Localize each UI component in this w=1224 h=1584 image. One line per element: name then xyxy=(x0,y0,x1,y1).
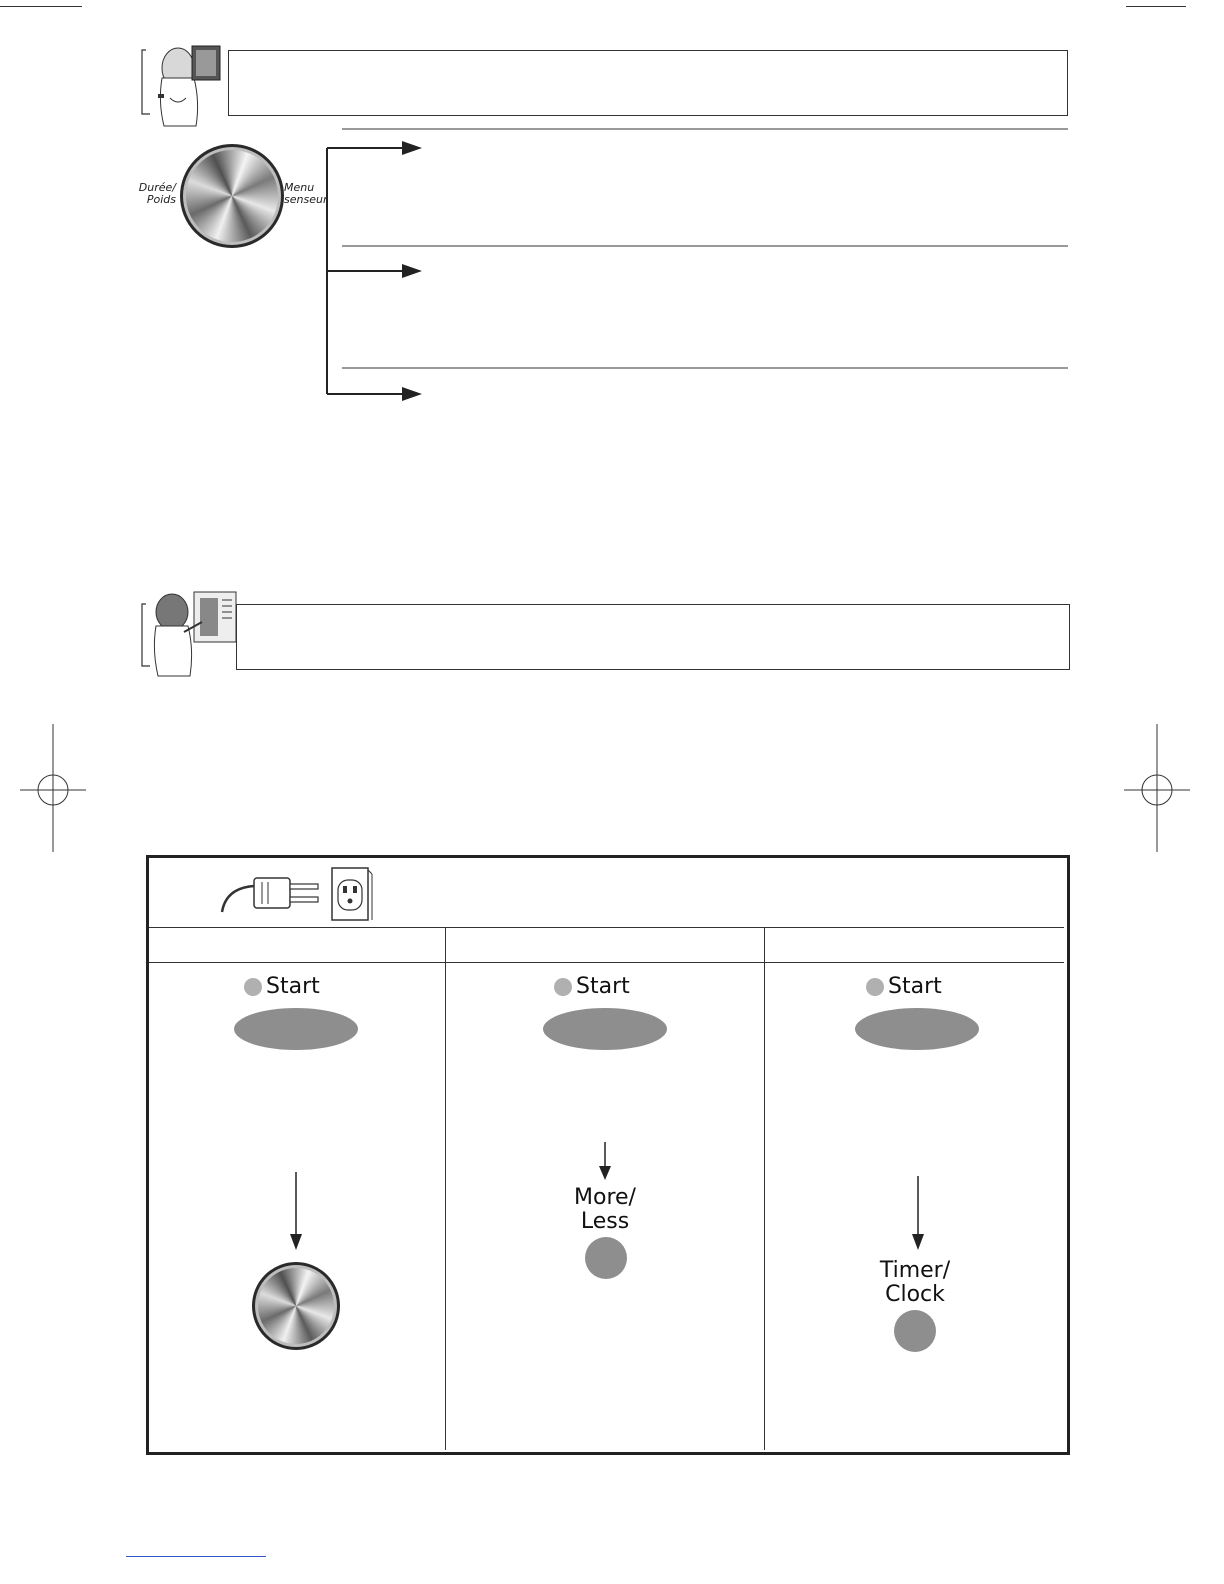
table-column-divider-1 xyxy=(445,928,446,1450)
start-button-col3[interactable] xyxy=(855,1008,979,1050)
dial-label-left: Durée/ Poids xyxy=(138,181,176,206)
woman-reading-manual-icon xyxy=(140,42,232,130)
start-indicator-dot xyxy=(554,978,572,996)
branch-arrows xyxy=(320,128,1080,410)
more-less-button[interactable] xyxy=(585,1237,627,1279)
table-header-rule xyxy=(149,927,1064,928)
timer-clock-label: Timer/ Clock xyxy=(879,1258,951,1307)
start-indicator-dot xyxy=(866,978,884,996)
table-subheader-rule xyxy=(149,962,1064,963)
middle-section-header xyxy=(236,604,1070,670)
arrow-down-icon xyxy=(288,1172,304,1252)
more-less-label: More/ Less xyxy=(574,1185,636,1234)
woman-at-control-panel-icon xyxy=(140,588,240,678)
power-plug-icon xyxy=(218,872,322,918)
arrow-down-icon xyxy=(910,1176,926,1252)
dial-label-right: Menu senseur xyxy=(284,181,328,206)
crop-mark-top-right xyxy=(1126,6,1186,7)
start-indicator-col2 xyxy=(554,974,630,999)
start-button-col1[interactable] xyxy=(234,1008,358,1050)
start-label: Start xyxy=(576,974,630,999)
start-indicator-col3 xyxy=(866,974,942,999)
crop-mark-bottom xyxy=(126,1556,266,1557)
sensor-dial-knob[interactable] xyxy=(180,144,284,248)
start-label: Start xyxy=(888,974,942,999)
crop-mark-top-left xyxy=(0,6,82,7)
table-column-divider-2 xyxy=(764,928,765,1450)
dial-knob-col1[interactable] xyxy=(252,1262,340,1350)
arrow-down-icon xyxy=(597,1142,613,1182)
start-label: Start xyxy=(266,974,320,999)
start-indicator-dot xyxy=(244,978,262,996)
registration-mark-right xyxy=(1124,724,1190,852)
timer-clock-button[interactable] xyxy=(894,1310,936,1352)
top-section-header xyxy=(228,50,1068,116)
registration-mark-left xyxy=(20,724,86,852)
wall-outlet-icon xyxy=(330,866,374,922)
start-indicator-col1 xyxy=(244,974,320,999)
start-button-col2[interactable] xyxy=(543,1008,667,1050)
